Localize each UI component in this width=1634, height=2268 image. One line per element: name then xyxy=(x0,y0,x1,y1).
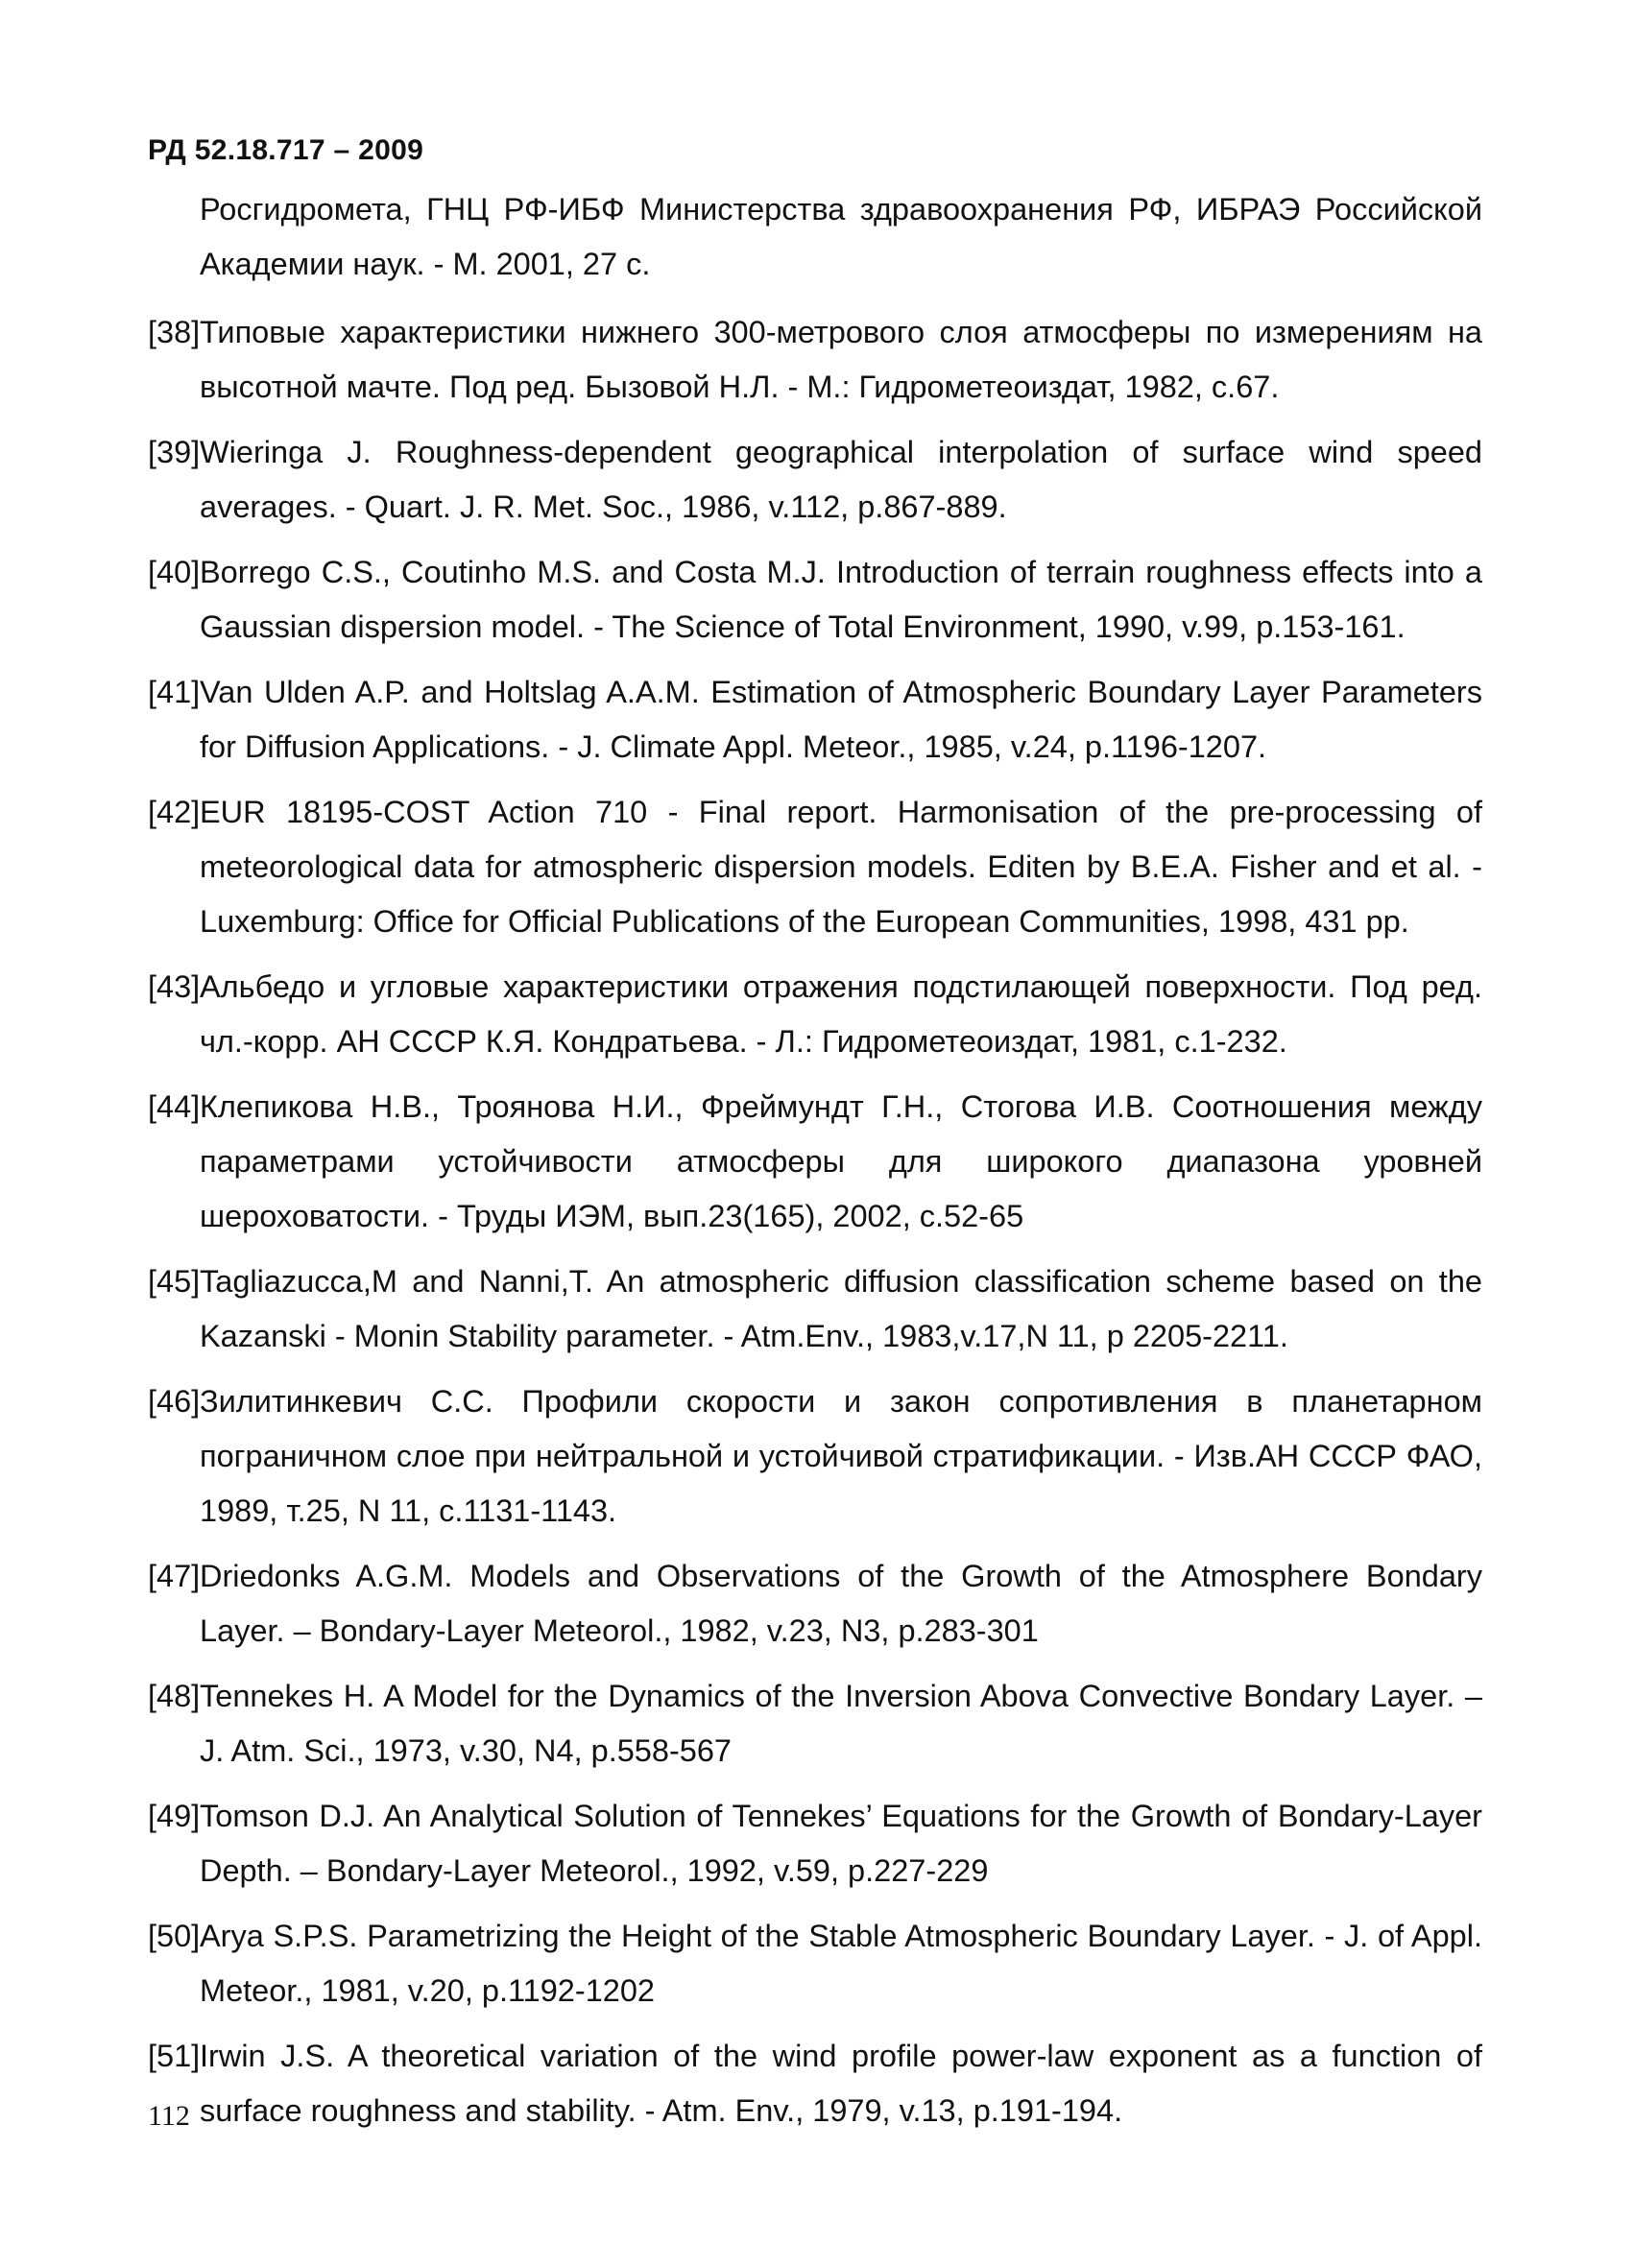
reference-item xyxy=(148,785,1482,949)
reference-item xyxy=(148,1080,1482,1244)
reference-text: Зилитинкевич С.С. Профили скорости и закон сопротивления в планетарном пограничном слое при нейтральной и устойчивой стратификации. - Изв.АН СССР ФАО, 1989, т.25, N 11, с.1131-1143. xyxy=(200,1384,1482,1528)
reference-item xyxy=(148,1669,1482,1779)
reference-number: [43] xyxy=(148,969,201,1004)
reference-number: [51] xyxy=(148,2039,201,2073)
reference-number: [46] xyxy=(148,1384,201,1419)
reference-text: Van Ulden A.P. and Holtslag A.A.M. Estimation of Atmospheric Boundary Layer Parameters for Diffusion Applications. - J. Climate Appl. Meteor., 1985, v.24, p.1196-1207. xyxy=(200,675,1482,764)
reference-number: [44] xyxy=(148,1089,201,1124)
reference-text: Типовые характеристики нижнего 300-метрового слоя атмосферы по измерениям на высотной мачте. Под ред. Бызовой Н.Л. - М.: Гидрометеоиздат, 1982, с.67. xyxy=(200,315,1482,404)
document-code-header: РД 52.18.717 – 2009 xyxy=(148,134,424,166)
reference-number: [42] xyxy=(148,795,201,829)
reference-item xyxy=(148,665,1482,775)
reference-number: [39] xyxy=(148,435,201,469)
reference-text: EUR 18195-COST Action 710 - Final report. Harmonisation of the pre-processing of meteorological data for atmospheric dispersion models. Editen by B.E.A. Fisher and et al. - Luxemburg: Office for Official Publications of the European Communities, 1998, 431 pp. xyxy=(200,795,1482,939)
reference-continuation: Росгидромета, ГНЦ РФ-ИБФ Министерства здравоохранения РФ, ИБРАЭ Российской Академии наук. - М. 2001, 27 с. xyxy=(200,192,1482,281)
reference-text: Arya S.P.S. Parametrizing the Height of the Stable Atmospheric Boundary Layer. - J. of Appl. Meteor., 1981, v.20, p.1192-1202 xyxy=(200,1919,1482,2008)
reference-number: [45] xyxy=(148,1264,201,1299)
reference-number: [40] xyxy=(148,555,201,589)
reference-item xyxy=(148,1909,1482,2018)
reference-text: Wieringa J. Roughness-dependent geographical interpolation of surface wind speed averages. - Quart. J. R. Met. Soc., 1986, v.112, p.867-889. xyxy=(200,435,1482,524)
reference-item xyxy=(148,1789,1482,1898)
reference-number: [48] xyxy=(148,1679,201,1713)
reference-item xyxy=(148,1374,1482,1539)
reference-item xyxy=(148,305,1482,415)
reference-number: [49] xyxy=(148,1799,201,1833)
reference-item xyxy=(148,1549,1482,1659)
reference-number: [41] xyxy=(148,675,201,709)
reference-text: Tomson D.J. An Analytical Solution of Tennekes’ Equations for the Growth of Bondary-Layer Depth. – Bondary-Layer Meteorol., 1992, v.59, p.227-229 xyxy=(200,1799,1482,1888)
reference-text: Альбедо и угловые характеристики отражения подстилающей поверхности. Под ред. чл.-корр. АН СССР К.Я. Кондратьева. - Л.: Гидрометеоиздат, 1981, с.1-232. xyxy=(200,969,1482,1059)
reference-item xyxy=(148,1254,1482,1364)
reference-number: [50] xyxy=(148,1919,201,1953)
reference-item xyxy=(148,425,1482,535)
reference-text: Tagliazucca,M and Nanni,T. An atmospheric diffusion classification scheme based on the Kazanski - Monin Stability parameter. - Atm.Env., 1983,v.17,N 11, p 2205-2211. xyxy=(200,1264,1482,1353)
reference-number: [47] xyxy=(148,1559,201,1593)
reference-number: [38] xyxy=(148,315,201,349)
reference-text: Borrego C.S., Coutinho M.S. and Costa M.J. Introduction of terrain roughness effects into a Gaussian dispersion model. - The Science of Total Environment, 1990, v.99, p.153-161. xyxy=(200,555,1482,644)
page-number: 112 xyxy=(148,2100,190,2132)
reference-text: Driedonks A.G.M. Models and Observations of the Growth of the Atmosphere Bondary Layer. – Bondary-Layer Meteorol., 1982, v.23, N3, p.283-301 xyxy=(200,1559,1482,1648)
reference-list xyxy=(148,182,1482,2149)
reference-item xyxy=(148,960,1482,1069)
reference-text: Клепикова Н.В., Троянова Н.И., Фреймундт Г.Н., Стогова И.В. Соотношения между параметрами устойчивости атмосферы для широкого диапазона уровней шероховатости. - Труды ИЭМ, вып.23(165), 2002, с.52-65 xyxy=(200,1089,1482,1233)
reference-item xyxy=(148,545,1482,655)
reference-text: Tennekes H. A Model for the Dynamics of the Inversion Abova Convective Bondary Layer. – J. Atm. Sci., 1973, v.30, N4, p.558-567 xyxy=(200,1679,1482,1768)
reference-text: Irwin J.S. A theoretical variation of the wind profile power-law exponent as a function of surface roughness and stability. - Atm. Env., 1979, v.13, p.191-194. xyxy=(200,2039,1482,2128)
reference-item xyxy=(148,2029,1482,2138)
